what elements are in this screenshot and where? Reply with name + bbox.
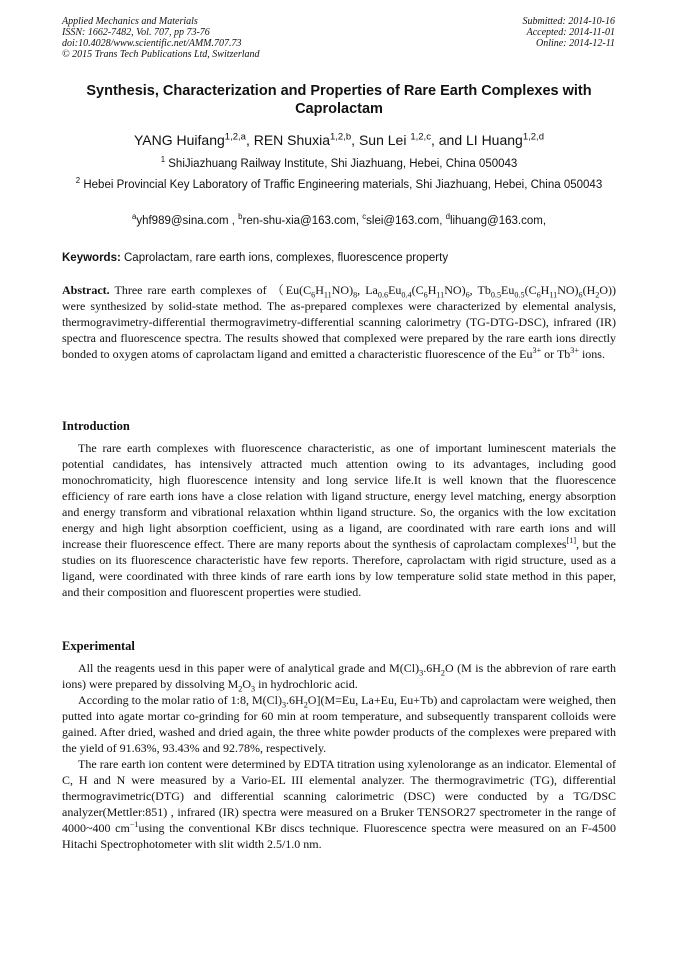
keywords-text: Caprolactam, rare earth ions, complexes, fluorescence property <box>124 252 449 264</box>
paragraph-text: The rare earth complexes with fluorescence characteristic, as one of important luminescent materials the potential candidates, has intensively attracted much attention owing to its advantages, including good monochromaticity, high fluorescence intensity and long service life.It is well known that the fluorescence efficiency of rare earth ions have a close relation with ligand structure, energy level matching, energy absorption and energy transform and vibrational relaxation whthin ligand structure. So, the organics with the low excitation energy and high light absorption coefficient, using as a ligand, are coordinated with rare earth ions and will increase their fluorescence effect. There are many reports about the synthesis of caprolactam complexes <box>62 441 616 551</box>
subscript: 0.4 <box>401 290 412 300</box>
abstract-text: (H <box>582 283 596 297</box>
abstract-text: O)) were synthesized by solid-state method. The as-prepared complexes were characterized by elemental analysis, thermogravimetry-differential thermogravimetry-differential scanning calorimetry (TG-DTG-DSC), infrared (IR) spectra and fluorescence spectra. The results showed that complexed were prepared by the rare earth ions directly bonded to oxygen atoms of caprolactam ligand and emitted a characteristic fluorescence of the Eu <box>62 283 617 361</box>
affiliation-text: Hebei Provincial Key Laboratory of Traffic Engineering materials, Shi Jiazhuang, Hebei, China 050043 <box>83 179 603 191</box>
subscript: 11 <box>436 290 445 300</box>
subscript: 8 <box>353 290 358 300</box>
subscript: 2 <box>238 684 243 694</box>
abstract-label: Abstract. <box>62 283 110 297</box>
online-date: Online: 2014-12-11 <box>536 38 615 49</box>
email-address[interactable]: slei@163.com <box>366 215 440 227</box>
affiliation-number: 2 <box>75 176 81 186</box>
abstract-text: (C <box>524 283 537 297</box>
email-address[interactable]: yhf989@sina.com <box>136 215 229 227</box>
author-name: YANG Huifang <box>134 132 225 148</box>
subscript: 2 <box>303 700 308 710</box>
subscript: 0.5 <box>514 290 525 300</box>
abstract-text: (C <box>411 283 424 297</box>
author-affiliation-marker: 1,2,d <box>522 131 544 143</box>
paragraph-text: using the conventional KBr discs technique. Fluorescence spectra were measured on an F-4500 Hitachi Spectrophotometer with slit width 2.5/1.0 nm. <box>62 821 617 851</box>
subscript: 3 <box>281 700 287 710</box>
superscript: −1 <box>129 820 139 829</box>
abstract-text: , La <box>357 283 378 297</box>
abstract-text: NO) <box>557 283 579 297</box>
author-name: Sun Lei <box>358 132 407 148</box>
introduction-heading: Introduction <box>62 419 130 433</box>
paragraph-text: O](M=Eu, La+Eu, Eu+Tb) and caprolactam were weighed, then putted into agate mortar co-grinding for 60 min at room temperature, and subsequently transparent colloids were gained. After dried, washed and dried again, the three white powder products of the complexes were prepared with the yield of 91.63%, 93.43% and 92.78%, respectively. <box>62 693 616 755</box>
email-marker: d <box>445 212 450 222</box>
abstract-text: Eu <box>388 283 402 297</box>
subscript: 6 <box>311 290 316 300</box>
subscript: 3 <box>251 684 256 694</box>
keywords <box>62 251 616 266</box>
abstract-text: Three rare earth complexes of （Eu(C <box>114 283 312 297</box>
email-address[interactable]: lihuang@163.com <box>449 215 543 227</box>
subscript: 6 <box>578 290 583 300</box>
paper-title: Synthesis, Characterization and Properties of Rare Earth Complexes with Caprolactam <box>86 83 592 117</box>
abstract: Abstract. Three rare earth complexes of （$Eu(C_6H_{11}NO)_8$, $La_{0.6}Eu_{0.4}(C_6H_{11}NO)_6$, $Tb_{0.5}Eu_{0.5}(C_6H_{11}NO)_6(H_2O)$) were synthesized by solid-state method. The as-prepared complexes were characterized by elemental analysis, thermogravimetry-differential thermogravimetry-differential scanning calorimetry (TG-DTG-DSC), infrared (IR) spectra and fluorescence spectra. The results showed that complexed were prepared by the rare earth ions directly bonded to oxygen atoms of caprolactam ligand and emitted a characteristic fluorescence of the $Eu^{3+}$ or $Tb^{3+}$ ions. <box>62 283 617 361</box>
paragraph-text: O <box>242 677 252 691</box>
experimental-heading: Experimental <box>62 639 135 653</box>
subscript: 2 <box>440 668 445 678</box>
email-marker: c <box>362 212 367 222</box>
subscript: 2 <box>595 290 600 300</box>
copyright: © 2015 Trans Tech Publications Ltd, Switzerland <box>62 49 260 60</box>
abstract-text: Eu <box>501 283 515 297</box>
author-name: REN Shuxia <box>253 132 330 148</box>
issn: ISSN: 1662-7482, Vol. 707, pp 73-76 <box>62 27 210 38</box>
subscript: 6 <box>423 290 428 300</box>
paragraph-text: All the reagents uesd in this paper were of analytical grade and M(Cl) <box>78 661 420 675</box>
journal-name: Applied Mechanics and Materials <box>62 16 198 27</box>
paragraph-text: The rare earth ion content were determined by EDTA titration using xylenolorange as an indicator. Elemental of C, H and N were measured by a Vario-EL III elemental analyzer. The thermogravimetric (TG), differential thermogravimetric(DTG) and differential scanning calorimetric (DSC) were conducted by a TG/DSC analyzer(Mettler:851) , infrared (IR) spectra were measured on a Bruker TENSOR27 spectrometer in the range of 4000~400 cm <box>62 757 616 835</box>
email-list: $^a$yhf989@sina.com , $^b$ren-shu-xia@163.com, $^c$slei@163.com, $^d$lihuang@163.com, <box>131 212 547 227</box>
abstract-text: NO) <box>331 283 354 297</box>
doi: doi:10.4028/www.scientific.net/AMM.707.73 <box>62 38 242 49</box>
paragraph-text: in hydrochloric acid. <box>255 677 358 691</box>
affiliation-2 <box>62 178 616 193</box>
paragraph-text: .6H <box>423 661 441 675</box>
paragraph-text: According to the molar ratio of 1:8, M(Cl) <box>78 693 282 707</box>
abstract-text: , Tb <box>469 283 491 297</box>
subscript: 0.5 <box>490 290 502 300</box>
author-list <box>62 131 616 149</box>
accepted-date: Accepted: 2014-11-01 <box>526 27 615 38</box>
citation[interactable]: [1] <box>566 536 577 545</box>
superscript: 3+ <box>532 346 542 355</box>
journal-header <box>62 16 260 60</box>
author-name: LI Huang <box>466 132 523 148</box>
email-marker: b <box>238 212 243 222</box>
abstract-text: ions. <box>578 347 605 361</box>
submitted-date: Submitted: 2014-10-16 <box>522 16 615 27</box>
paragraph-text: , but the studies on its fluorescence characteristic have few reports. Therefore, caprolactam with rigid structure, used as a ligand, were coordinated with three kinds of rare earth ions by low temperature solid state method in this paper, and their composition and fluorescent properties were studied. <box>62 537 616 599</box>
author-affiliation-marker: 1,2,c <box>410 131 431 143</box>
subscript: 11 <box>549 290 558 300</box>
affiliation-text: ShiJiazhuang Railway Institute, Shi Jiazhuang, Hebei, China 050043 <box>168 158 518 170</box>
author-affiliation-marker: 1,2,b <box>330 131 352 143</box>
abstract-text: NO) <box>444 283 466 297</box>
superscript: 3+ <box>570 346 579 355</box>
subscript: 3 <box>419 668 424 678</box>
author-affiliation-marker: 1,2,a <box>224 131 246 143</box>
email-marker: a <box>131 212 137 222</box>
subscript: 11 <box>323 290 332 300</box>
paragraph-text: .6H <box>286 693 304 707</box>
affiliation-1 <box>62 157 616 172</box>
keywords-label: Keywords: <box>62 252 121 264</box>
abstract-text: or Tb <box>541 347 571 361</box>
introduction-body <box>62 440 616 600</box>
author-separator: , <box>351 132 359 148</box>
dates-header <box>523 16 616 49</box>
affiliation-number: 1 <box>160 155 166 165</box>
subscript: 6 <box>536 290 541 300</box>
email-address[interactable]: ren-shu-xia@163.com <box>242 215 356 227</box>
author-separator: , <box>245 132 254 148</box>
author-separator: , and <box>430 132 466 148</box>
subscript: 6 <box>465 290 470 300</box>
subscript: 0.6 <box>377 290 389 300</box>
experimental-body <box>62 660 616 852</box>
paragraph-text: O (M is the abbrevion of rare earth ions) were prepared by dissolving M <box>62 661 616 691</box>
